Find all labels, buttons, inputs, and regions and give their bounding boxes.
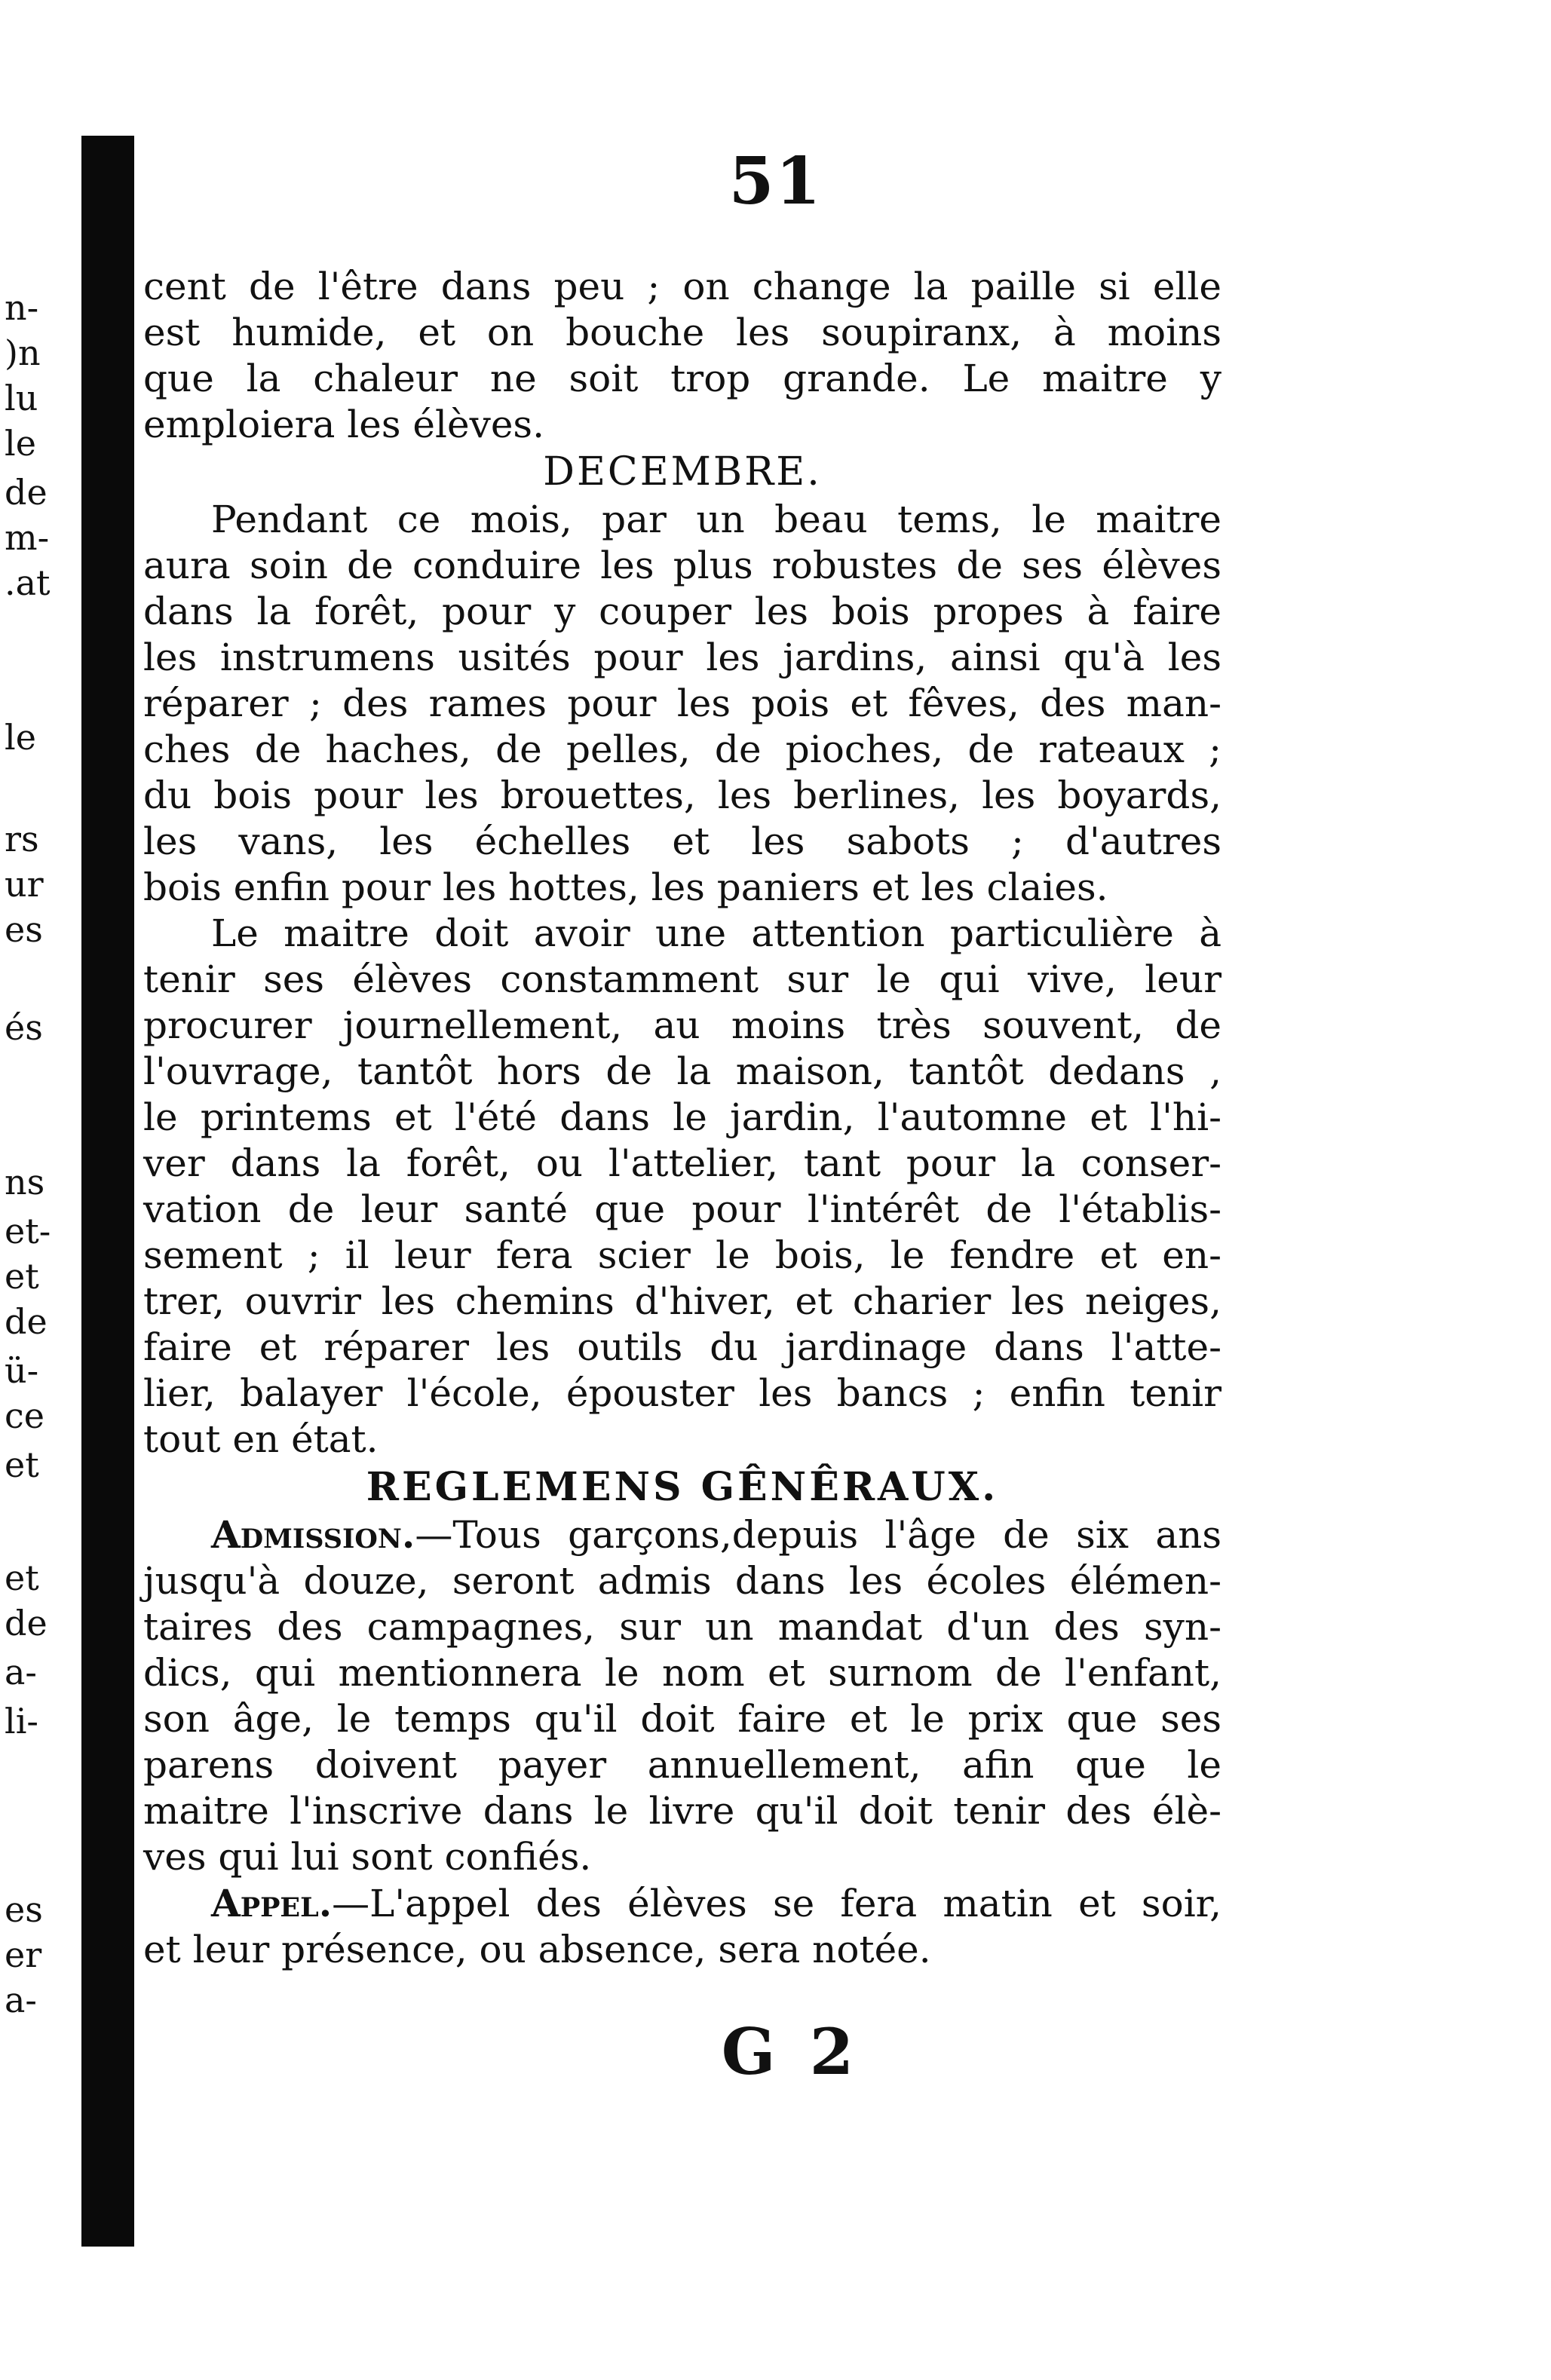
gutter-fragment: er (5, 1934, 42, 1975)
gutter-fragment: ns (5, 1162, 45, 1202)
text-line: ver dans la forêt, ou l'attelier, tant pour la conser- (143, 1141, 1221, 1185)
gutter-fragment: ce (5, 1395, 44, 1436)
text-line: bois enfin pour les hottes, les paniers et les claies. (143, 865, 1108, 909)
paragraph (143, 1512, 1221, 1880)
gutter-fragment: rs (5, 819, 39, 859)
signature-mark: G 2 (721, 2014, 860, 2089)
gutter-fragment: de (5, 1301, 48, 1342)
text-line: les vans, les échelles et les sabots ; d'autres (143, 819, 1221, 863)
line-text: —Tous garçons,depuis l'âge de six ans (415, 1513, 1221, 1557)
month-heading-decembre: DECEMBRE. (543, 449, 822, 495)
gutter-fragment: et (5, 1558, 39, 1598)
text-line: du bois pour les brouettes, les berlines, les boyards, (143, 773, 1221, 817)
page-body (143, 264, 1221, 1973)
text-line (143, 1512, 1221, 1558)
gutter-fragment: le (5, 717, 36, 758)
text-line: tout en état. (143, 1417, 379, 1461)
text-line: procurer journellement, au moins très souvent, de (143, 1003, 1221, 1047)
text-line: dics, qui mentionnera le nom et surnom de l'enfant, (143, 1651, 1221, 1695)
line-text: —L'appel des élèves se fera matin et soir, (332, 1882, 1221, 1925)
text-line: Le maitre doit avoir une attention particulière à (211, 911, 1221, 955)
section-heading-reglemens: REGLEMENS GÊNÊRAUX. (366, 1464, 999, 1510)
text-line: lier, balayer l'école, épouster les bancs ; enfin tenir (143, 1371, 1221, 1415)
book-spine-shadow (81, 136, 134, 2247)
text-line: parens doivent payer annuellement, afin que le (143, 1743, 1221, 1787)
gutter-fragment: et (5, 1444, 39, 1485)
text-line: l'ouvrage, tantôt hors de la maison, tantôt dedans , (143, 1049, 1221, 1093)
gutter-fragment: de (5, 1603, 48, 1643)
run-in-heading: Appel. (211, 1881, 333, 1925)
run-in-heading: Admission. (211, 1512, 415, 1557)
gutter-fragment: )n (5, 332, 41, 373)
gutter-fragment: a- (5, 1652, 37, 1692)
text-line: tenir ses élèves constamment sur le qui vive, leur (143, 957, 1221, 1001)
text-line: jusqu'à douze, seront admis dans les écoles élémen- (143, 1559, 1221, 1603)
text-line: est humide, et on bouche les soupiranx, à moins (143, 311, 1221, 354)
page-number: 51 (728, 143, 823, 219)
text-line: maitre l'inscrive dans le livre qu'il doit tenir des élè- (143, 1789, 1221, 1833)
text-line: vation de leur santé que pour l'intérêt de l'établis- (143, 1187, 1221, 1231)
text-line: emploiera les élèves. (143, 403, 544, 446)
text-line: que la chaleur ne soit trop grande. Le maitre y (143, 357, 1221, 400)
text-line: ves qui lui sont confiés. (143, 1835, 592, 1879)
gutter-fragment: ur (5, 864, 44, 905)
text-line: aura soin de conduire les plus robustes de ses élèves (143, 544, 1221, 587)
text-line: et leur présence, ou absence, sera notée. (143, 1928, 931, 1971)
text-line: sement ; il leur fera scier le bois, le fendre et en- (143, 1233, 1221, 1277)
paragraph (143, 911, 1221, 1463)
gutter-fragment: de (5, 472, 48, 513)
gutter-fragment: es (5, 909, 43, 950)
text-line: son âge, le temps qu'il doit faire et le prix que ses (143, 1697, 1221, 1741)
paragraph (143, 1880, 1221, 1973)
text-line: dans la forêt, pour y couper les bois propes à faire (143, 590, 1221, 633)
paragraph (143, 264, 1221, 448)
gutter-fragment: .at (5, 562, 51, 603)
text-line: cent de l'être dans peu ; on change la paille si elle (143, 265, 1221, 308)
gutter-fragment: m- (5, 517, 50, 558)
text-line: réparer ; des rames pour les pois et fêves, des man- (143, 682, 1221, 725)
paragraph (143, 497, 1221, 911)
gutter-fragment: es (5, 1889, 43, 1930)
gutter-fragment: ü- (5, 1350, 39, 1391)
text-line: taires des campagnes, sur un mandat d'un des syn- (143, 1605, 1221, 1649)
text-line: les instrumens usités pour les jardins, ainsi qu'à les (143, 636, 1221, 679)
text-line: ches de haches, de pelles, de pioches, de rateaux ; (143, 727, 1221, 771)
text-line: Pendant ce mois, par un beau tems, le maitre (211, 498, 1221, 541)
gutter-fragment: és (5, 1007, 43, 1048)
gutter-fragment: lu (5, 378, 38, 418)
gutter-fragment: et (5, 1256, 39, 1297)
gutter-fragment: et- (5, 1211, 51, 1251)
text-line: faire et réparer les outils du jardinage dans l'atte- (143, 1325, 1221, 1369)
gutter-fragment: a- (5, 1980, 37, 2020)
gutter-fragment: le (5, 423, 36, 464)
text-line: le printems et l'été dans le jardin, l'automne et l'hi- (143, 1095, 1221, 1139)
text-line: trer, ouvrir les chemins d'hiver, et charier les neiges, (143, 1279, 1221, 1323)
gutter-fragment: n- (5, 287, 39, 328)
gutter-fragment: li- (5, 1701, 38, 1741)
text-line (143, 1880, 1221, 1927)
